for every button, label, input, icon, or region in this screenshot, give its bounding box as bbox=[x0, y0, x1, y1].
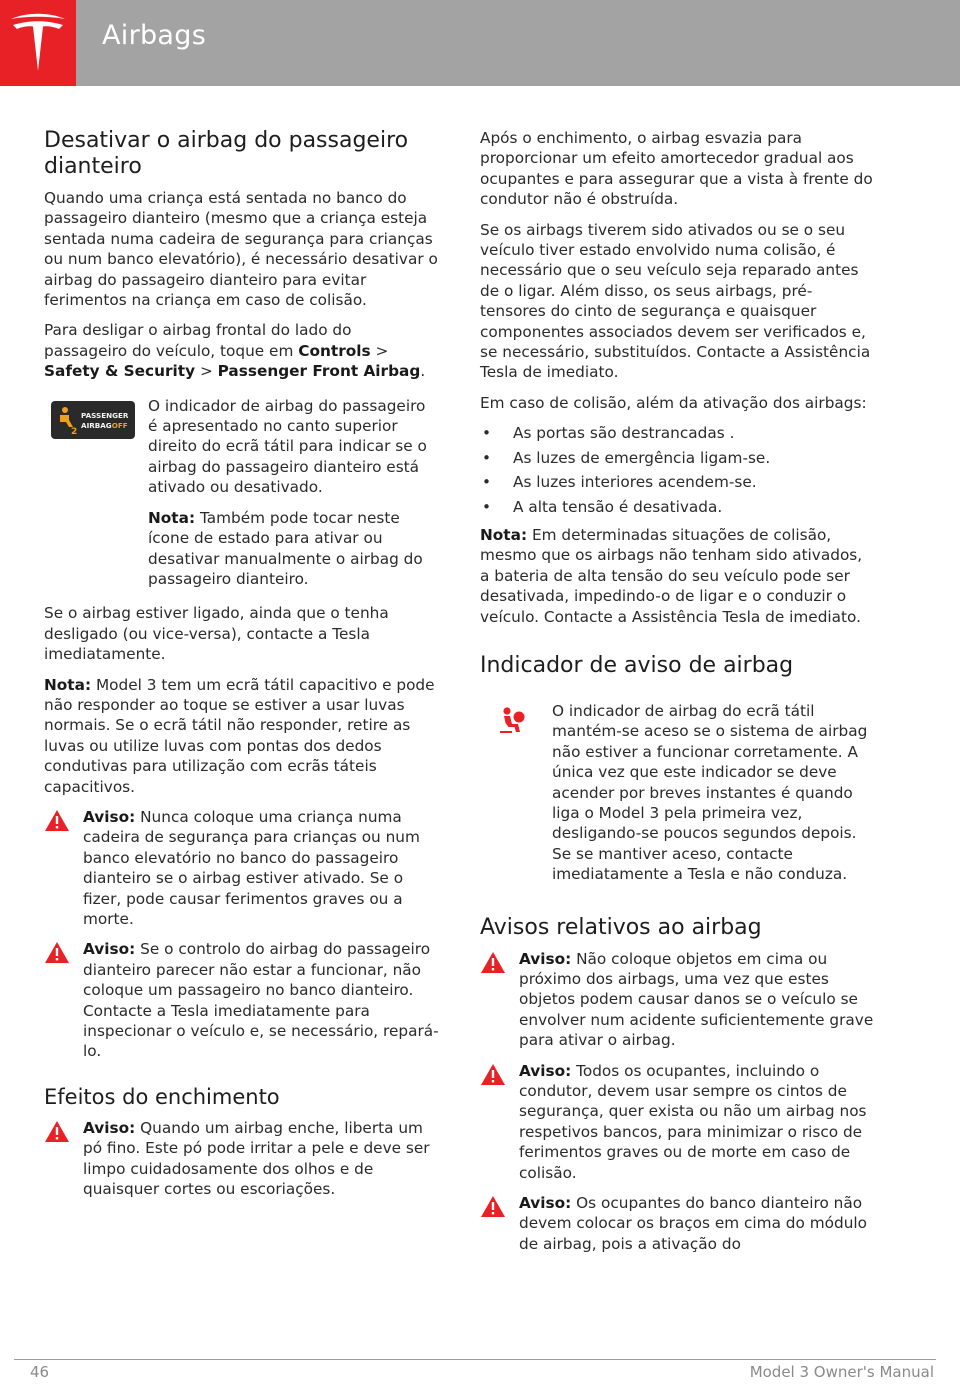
tesla-logo-box bbox=[0, 0, 76, 86]
section-heading-inflation-effects: Efeitos do enchimento bbox=[44, 1084, 280, 1109]
right-column bbox=[480, 128, 875, 1264]
warning-objects: Aviso: Não coloque objetos em cima ou próximo dos airbags, uma vez que estes objetos podem causar danos se o veículo se envolver num acidente suficientemente grave para ativar o airbag. bbox=[480, 949, 875, 1051]
page-title: Airbags bbox=[102, 20, 207, 51]
passenger-airbag-indicator-block bbox=[44, 396, 439, 590]
list-item: • As portas são destrancadas . bbox=[480, 423, 875, 443]
menu-path-passenger-front-airbag: Passenger Front Airbag bbox=[217, 362, 421, 381]
list-item: • A alta tensão é desativada. bbox=[480, 497, 875, 517]
warning-triangle-icon bbox=[44, 941, 70, 964]
warning-dust: Aviso: Quando um airbag enche, liberta um pó fino. Este pó pode irritar a pele e deve ser limpo cuidadosamente dos olhos e de quaisquer cortes ou escoriações. bbox=[44, 1118, 439, 1200]
warning-triangle-icon bbox=[44, 1120, 70, 1143]
section-heading-airbag-warnings: Avisos relativos ao airbag bbox=[480, 914, 762, 940]
svg-text:AIRBAGOFF: AIRBAGOFF bbox=[81, 420, 128, 430]
svg-text:PASSENGER: PASSENGER bbox=[81, 410, 129, 420]
airbag-warning-indicator-block bbox=[480, 701, 875, 885]
paragraph: Em caso de colisão, além da ativação dos airbags: bbox=[480, 393, 867, 412]
menu-path-controls: Controls bbox=[298, 341, 371, 360]
warning-child-seat: Aviso: Nunca coloque uma criança numa cadeira de segurança para crianças ou num banco elevatório no banco do passageiro dianteiro se o airbag estiver ativado. Se o fizer, pode causar ferimentos graves ou a morte. bbox=[44, 807, 439, 929]
note-high-voltage: Nota: Em determinadas situações de colisão, mesmo que os airbags não tenham sido ativados, a bateria de alta tensão do seu veículo pode ser desativada, impedindo-o de ligar e o conduzir o veículo. Contacte a Assistência Tesla de imediato. bbox=[480, 525, 863, 626]
warning-triangle-icon bbox=[480, 1195, 506, 1218]
paragraph: Se os airbags tiverem sido ativados ou se o seu veículo tiver estado envolvido numa colisão, é necessário que o seu veículo seja reparado antes de o ligar. Além disso, os seus airbags, pré-tensores do cinto de segurança e quaisquer componentes associados devem ser verificados e, se necessário, substituídos. Contacte a Assistência Tesla de imediato. bbox=[480, 220, 871, 382]
paragraph-path: Para desligar o airbag frontal do lado do passageiro do veículo, toque em Controls > Safety & Security > Passenger Front Airbag. bbox=[44, 321, 426, 381]
passenger-airbag-off-icon bbox=[51, 401, 135, 443]
warning-triangle-icon bbox=[480, 1063, 506, 1086]
page-number: 46 bbox=[30, 1363, 50, 1381]
list-item: • As luzes interiores acendem-se. bbox=[480, 472, 875, 492]
warning-airbag-control: Aviso: Se o controlo do airbag do passageiro dianteiro parecer não estar a funcionar, não coloque um passageiro no banco dianteiro. Contacte a Tesla imediatamente para inspecionar o veículo e, se necessário, repará-lo. bbox=[44, 939, 439, 1061]
warning-arms-on-module: Aviso: Os ocupantes do banco dianteiro não devem colocar os braços em cima do módulo de airbag, pois a ativação do bbox=[480, 1193, 875, 1254]
manual-title: Model 3 Owner's Manual bbox=[749, 1363, 934, 1381]
left-column bbox=[44, 128, 439, 1209]
note-gloves: Nota: Model 3 tem um ecrã tátil capacitivo e pode não responder ao toque se estiver a usar luvas normais. Se o ecrã tátil não responder, retire as luvas ou utilize luvas com pontas dos dedos condutivas para utilização com ecrãs táteis capacitivos. bbox=[44, 675, 435, 796]
indicator-note: Nota: Também pode tocar neste ícone de estado para ativar ou desativar manualmente o airbag do passageiro dianteiro. bbox=[148, 508, 423, 588]
page-header bbox=[0, 0, 960, 86]
warning-triangle-icon bbox=[480, 951, 506, 974]
paragraph: Após o enchimento, o airbag esvazia para proporcionar um efeito amortecedor gradual aos ocupantes e para assegurar que a vista à frente do condutor não é obstruída. bbox=[480, 129, 873, 209]
collision-actions-list bbox=[480, 423, 875, 517]
footer-divider bbox=[14, 1359, 936, 1360]
indicator-description: O indicador de airbag do passageiro é apresentado no canto superior direito do ecrã tátil para indicar se o airbag do passageiro dianteiro está ativado ou desativado. bbox=[148, 396, 427, 497]
warning-seatbelts: Aviso: Todos os ocupantes, incluindo o condutor, devem usar sempre os cintos de segurança, quer exista ou não um airbag nos respetivos bancos, para minimizar o risco de ferimentos graves ou de morte em caso de colisão. bbox=[480, 1061, 875, 1183]
section-heading-airbag-indicator: Indicador de aviso de airbag bbox=[480, 652, 794, 678]
list-item: • As luzes de emergência ligam-se. bbox=[480, 448, 875, 468]
paragraph: Quando uma criança está sentada no banco do passageiro dianteiro (mesmo que a criança esteja sentada numa cadeira de segurança para crianças ou num banco elevatório), é necessário desativar o airbag do passageiro dianteiro para evitar ferimentos na criança em caso de colisão. bbox=[44, 189, 438, 310]
paragraph: Se o airbag estiver ligado, ainda que o tenha desligado (ou vice-versa), contacte a Tesla imediatamente. bbox=[44, 604, 389, 664]
indicator-description: O indicador de airbag do ecrã tátil mantém-se aceso se o sistema de airbag não estiver a funcionar corretamente. A única vez que este indicador se deve acender por breves instantes é quando liga o Model 3 pela primeira vez, desligando-se poucos segundos depois. Se se mantiver aceso, contacte imediatamente a Tesla e não conduza. bbox=[552, 701, 868, 884]
section-heading-disable-airbag: Desativar o airbag do passageiro dianteiro bbox=[44, 128, 409, 179]
menu-path-safety: Safety & Security bbox=[44, 362, 196, 381]
svg-text:2: 2 bbox=[71, 426, 78, 437]
warning-triangle-icon bbox=[44, 809, 70, 832]
airbag-warning-icon bbox=[498, 705, 528, 739]
tesla-logo-icon bbox=[9, 13, 67, 73]
